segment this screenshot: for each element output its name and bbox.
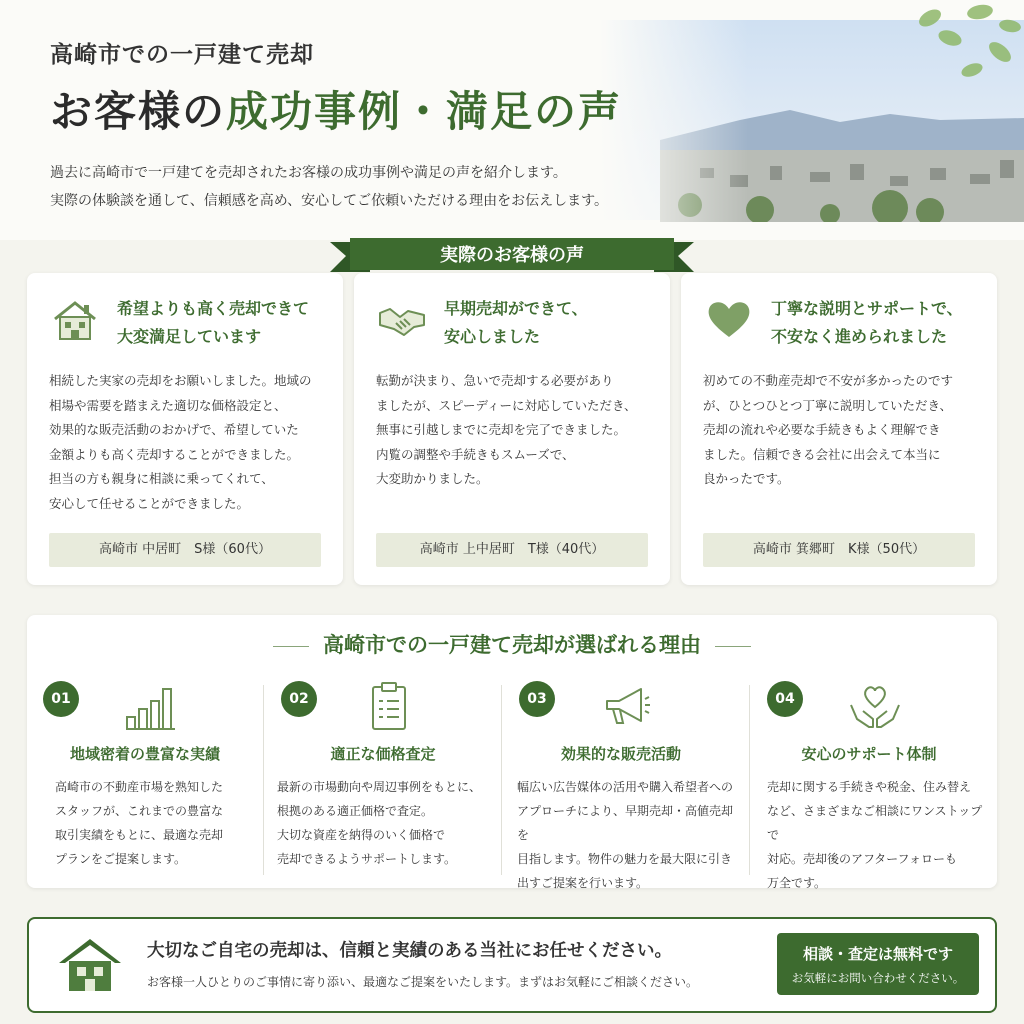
reason-number: 03	[519, 681, 555, 717]
body-line: 内覧の調整や手続きもスムーズで、	[376, 446, 575, 462]
cta-subtitle: お客様一人ひとりのご事情に寄り添い、最適なご提案をいたします。まずはお気軽にご相談ください。	[147, 975, 699, 989]
body-line: 担当の方も親身に相談に乗ってくれて、	[49, 471, 274, 486]
card-title-line1: 早期売却ができて、	[444, 299, 588, 318]
body-line: スタッフが、これまでの豊富な	[55, 804, 224, 818]
body-line: が、ひとつひとつ丁寧に説明していただき、	[703, 397, 953, 413]
divider	[749, 685, 750, 875]
bar-chart-icon	[123, 681, 179, 733]
body-line: 売却の流れや必要な手続きもよく理解でき	[703, 422, 941, 437]
hero-desc-line1: 過去に高崎市で一戸建てを売却されたお客様の成功事例や満足の声を紹介します。	[50, 165, 567, 181]
customer-label: 高崎市 上中居町 T様（40代）	[376, 533, 648, 567]
page-title	[50, 79, 622, 139]
body-line: 大変助かりました。	[376, 471, 489, 486]
consultation-button[interactable]	[777, 933, 979, 995]
body-line: プランをご提案します。	[55, 852, 187, 866]
reasons-section	[27, 615, 997, 888]
reasons-heading	[27, 629, 997, 659]
reason-item-2	[265, 677, 501, 877]
body-line: 万全です。	[767, 876, 827, 890]
body-line: 根拠のある適正価格で査定。	[277, 804, 434, 818]
cta-title: 大切なご自宅の売却は、信頼と実績のある当社にお任せください。	[147, 941, 672, 961]
reason-title: 地域密着の豊富な実績	[69, 745, 220, 763]
title-part1: お客様の	[50, 87, 227, 136]
reason-title: 適正な価格査定	[330, 745, 436, 763]
house-icon	[51, 297, 99, 341]
body-line: 高崎市の不動産市場を熟知した	[55, 780, 224, 794]
voice-card-1	[27, 273, 343, 585]
body-line: 目指します。物件の魅力を最大限に引き	[517, 852, 733, 866]
clipboard-icon	[361, 681, 417, 733]
body-line: 出すご提案を行います。	[517, 876, 649, 890]
hero-desc-line2: 実際の体験談を通して、信頼感を高め、安心してご依頼いただける理由をお伝えします。	[50, 193, 609, 209]
voices-ribbon	[330, 238, 694, 274]
button-label-sub: お気軽にお問い合わせください。	[791, 971, 965, 985]
body-line: など、さまざまなご相談にワンストップで	[767, 804, 983, 842]
megaphone-icon	[599, 681, 655, 733]
body-line: 相続した実家の売却をお願いしました。地域の	[49, 373, 312, 388]
button-label-main: 相談・査定は無料です	[802, 945, 953, 963]
card-body	[49, 369, 325, 516]
card-title-line2: 不安なく進められました	[771, 327, 948, 346]
reason-title: 安心のサポート体制	[801, 745, 937, 763]
body-line: 無事に引越しまでに売却を完了できました。	[376, 422, 627, 437]
card-title-line1: 丁寧な説明とサポートで、	[771, 299, 963, 318]
heart-hands-icon	[847, 681, 903, 733]
reason-item-1	[27, 677, 263, 877]
card-body	[376, 369, 652, 492]
body-line: ましたが、スピーディーに対応していただき、	[376, 397, 637, 413]
city-landscape-image	[600, 0, 1024, 240]
cta-banner	[27, 917, 997, 1013]
body-line: 幅広い広告媒体の活用や購入希望者への	[517, 780, 734, 794]
body-line: 初めての不動産売却で不安が多かったのです	[703, 373, 954, 388]
voice-card-2	[354, 273, 670, 585]
body-line: 大切な資産を納得のいく価格で	[277, 828, 446, 842]
card-title-line1: 希望よりも高く売却できて	[117, 299, 310, 318]
body-line: 対応。売却後のアフターフォローも	[767, 852, 957, 866]
body-line: 取引実績をもとに、最適な売却	[55, 828, 224, 842]
customer-label: 高崎市 箕郷町 K様（50代）	[703, 533, 975, 567]
card-title-line2: 安心しました	[444, 327, 541, 346]
hero-description	[50, 159, 622, 215]
heading-divider	[273, 646, 309, 647]
reason-number: 02	[281, 681, 317, 717]
body-line: 最新の市場動向や周辺事例をもとに、	[277, 780, 482, 794]
body-line: 転勤が決まり、急いで売却する必要があり	[376, 373, 614, 388]
body-line: アプローチにより、早期売却・高値売却を	[517, 804, 734, 842]
card-title-line2: 大変満足しています	[117, 327, 262, 346]
body-line: 安心して任せることができました。	[49, 495, 250, 511]
customer-label: 高崎市 中居町 S様（60代）	[49, 533, 321, 567]
body-line: 売却できるようサポートします。	[277, 852, 457, 866]
hero-section	[0, 0, 1024, 240]
voice-card-3	[681, 273, 997, 585]
body-line: ました。信頼できる会社に出会えて本当に	[703, 446, 941, 462]
house-icon	[57, 935, 123, 993]
reason-item-4	[751, 677, 987, 890]
hero-pre-title: 高崎市での一戸建て売却	[50, 41, 314, 68]
reason-item-3	[503, 677, 739, 890]
card-title	[771, 295, 963, 351]
reason-number: 04	[767, 681, 803, 717]
reason-body	[767, 775, 989, 895]
reason-number: 01	[43, 681, 79, 717]
reason-body	[517, 775, 737, 895]
divider	[501, 685, 502, 875]
ribbon-label: 実際のお客様の声	[440, 245, 584, 266]
body-line: 売却に関する手続きや税金、住み替え	[767, 780, 972, 794]
reasons-heading-text: 高崎市での一戸建て売却が選ばれる理由	[323, 633, 701, 657]
divider	[263, 685, 264, 875]
card-title	[444, 295, 588, 351]
card-body	[703, 369, 979, 492]
handshake-icon	[378, 297, 426, 341]
heart-icon	[705, 297, 753, 341]
body-line: 金額よりも高く売却することができました。	[49, 446, 300, 462]
heading-divider	[715, 646, 751, 647]
card-title	[117, 295, 309, 351]
body-line: 相場や需要を踏まえた適切な価格設定と、	[49, 397, 287, 413]
body-line: 効果的な販売活動のおかげで、希望していた	[49, 422, 299, 437]
reason-body	[55, 775, 255, 871]
reason-body	[277, 775, 497, 871]
body-line: 良かったです。	[703, 471, 790, 486]
reason-title: 効果的な販売活動	[560, 745, 681, 763]
title-part2: 成功事例・満足の声	[226, 87, 623, 136]
